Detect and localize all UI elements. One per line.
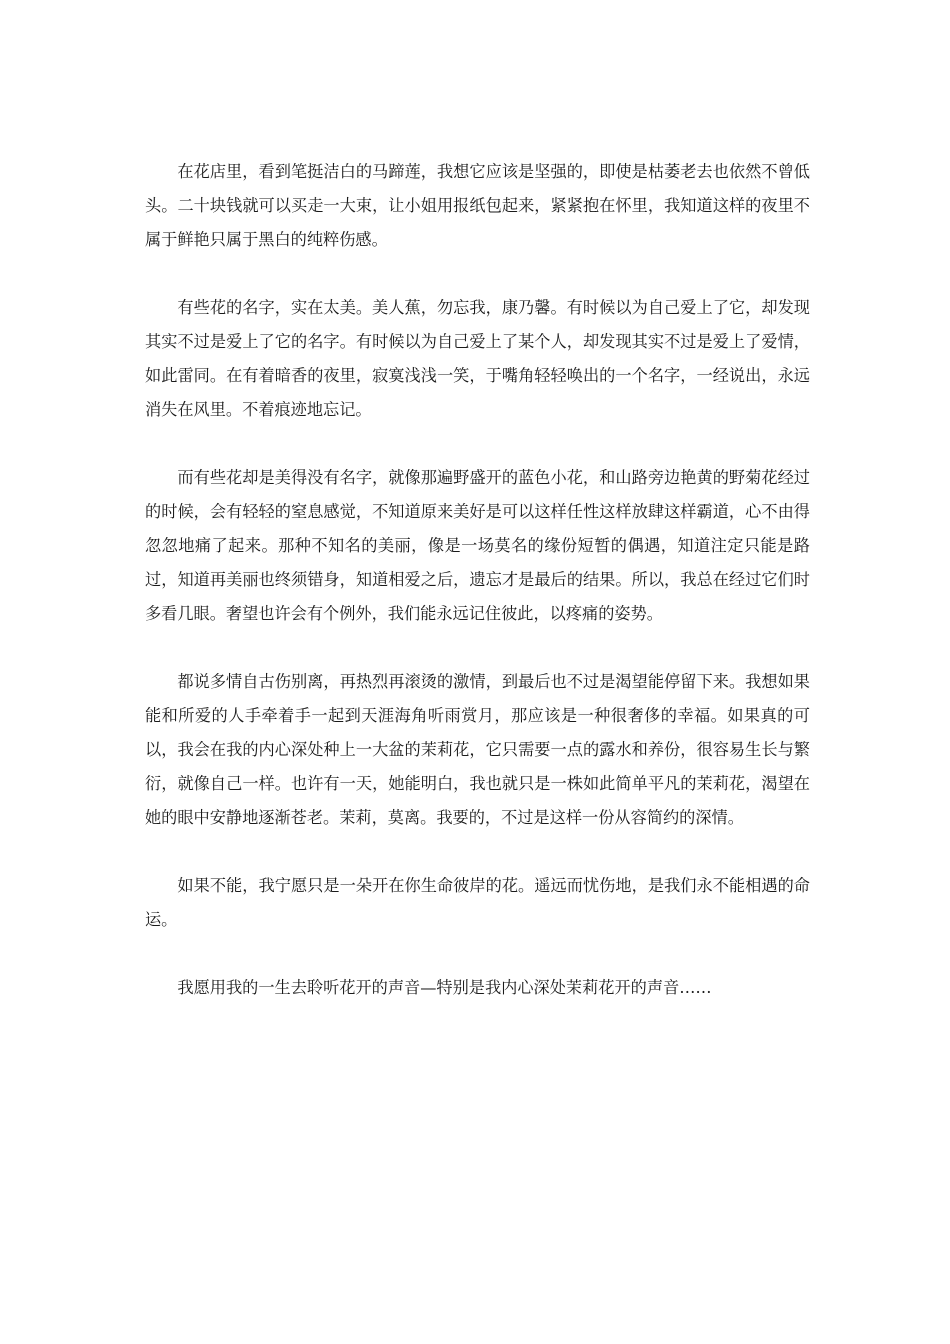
paragraph-4: 都说多情自古伤别离，再热烈再滚烫的激情，到最后也不过是渴望能停留下来。我想如果能和所爱的人手牵着手一起到天涯海角听雨赏月，那应该是一种很奢侈的幸福。如果真的可以，我会在我的内心深处种上一大盆的茉莉花，它只需要一点的露水和养份，很容易生长与繁衍，就像自己一样。也许有一天，她能明白，我也就只是一株如此简单平凡的茉莉花，渴望在她的眼中安静地逐渐苍老。茉莉，莫离。我要的，不过是这样一份从容简约的深情。 <box>145 672 810 827</box>
document-page <box>145 155 810 1005</box>
paragraph-5: 如果不能，我宁愿只是一朵开在你生命彼岸的花。遥远而忧伤地，是我们永不能相遇的命运。 <box>145 876 810 929</box>
paragraph-1: 在花店里，看到笔挺洁白的马蹄莲，我想它应该是坚强的，即使是枯萎老去也依然不曾低头。二十块钱就可以买走一大束，让小姐用报纸包起来，紧紧抱在怀里，我知道这样的夜里不属于鲜艳只属于黑白的纯粹伤感。 <box>145 162 810 249</box>
paragraph-3: 而有些花却是美得没有名字，就像那遍野盛开的蓝色小花，和山路旁边艳黄的野菊花经过的时候，会有轻轻的窒息感觉，不知道原来美好是可以这样任性这样放肆这样霸道，心不由得忽忽地痛了起来。那种不知名的美丽，像是一场莫名的缘份短暂的偶遇，知道注定只能是路过，知道再美丽也终须错身，知道相爱之后，遗忘才是最后的结果。所以，我总在经过它们时多看几眼。奢望也许会有个例外，我们能永远记住彼此，以疼痛的姿势。 <box>145 468 810 623</box>
paragraph-2: 有些花的名字，实在太美。美人蕉，勿忘我，康乃馨。有时候以为自己爱上了它，却发现其实不过是爱上了它的名字。有时候以为自己爱上了某个人，却发现其实不过是爱上了爱情，如此雷同。在有着暗香的夜里，寂寞浅浅一笑，于嘴角轻轻唤出的一个名字，一经说出，永远消失在风里。不着痕迹地忘记。 <box>145 298 810 419</box>
paragraph-6: 我愿用我的一生去聆听花开的声音—特别是我内心深处茉莉花开的声音…… <box>177 978 712 997</box>
